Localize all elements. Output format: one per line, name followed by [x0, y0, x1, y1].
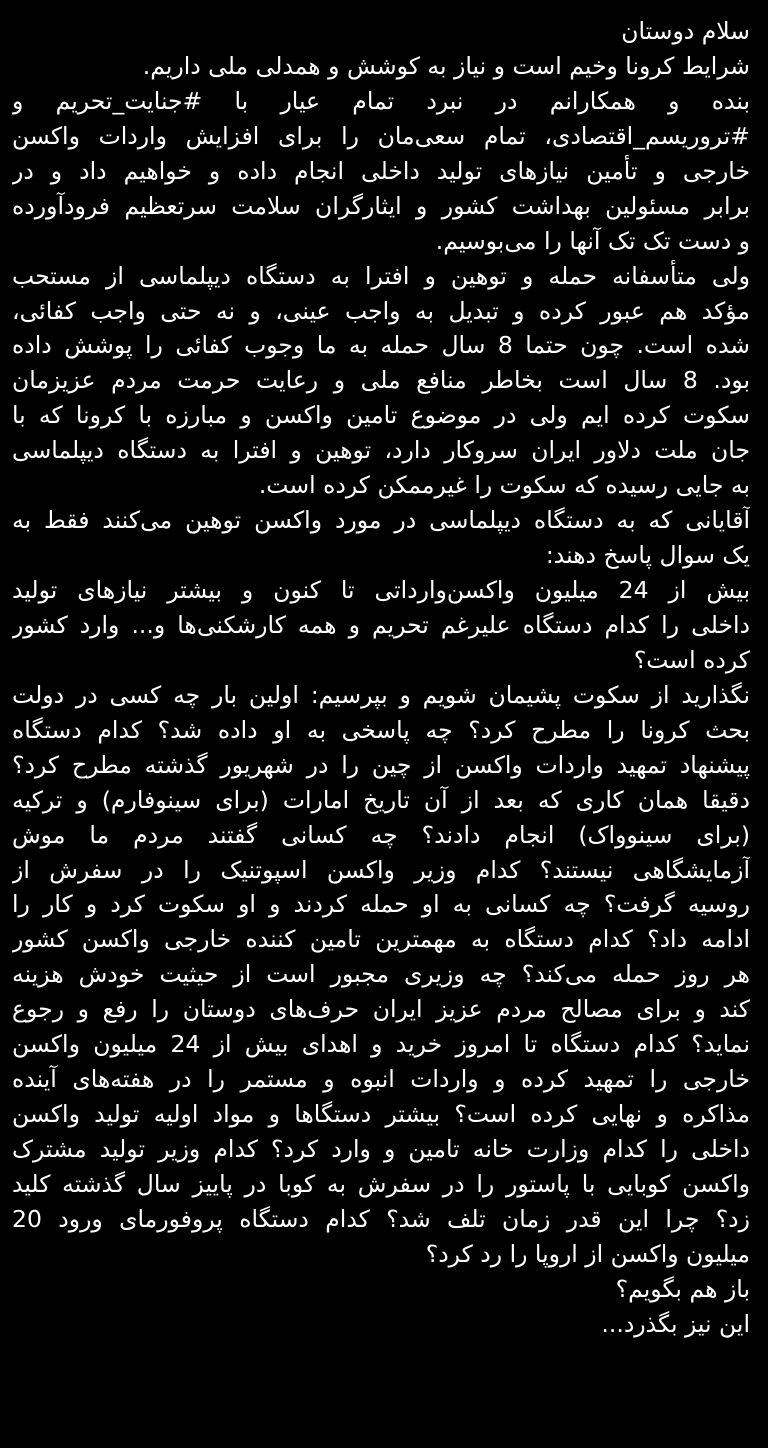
text-line-32: مذاکره و نهایی کرده است؟ بیشتر دستگاها و مواد اولیه تولید واکسن	[12, 1100, 750, 1129]
text-line-23: دقیقا همان کاری که بعد از آن تاریخ امارات (برای سینوفارم) و ترکیه	[12, 785, 750, 814]
text-line-10: شده است. چون حتما 8 سال حمله به ما وجوب کفائی را پوشش داده	[12, 331, 750, 360]
text-line-6: برابر مسئولین بهداشت کشور و ایثارگران سلامت سرتعظیم فرودآورده	[12, 191, 750, 220]
text-line-12: سکوت کرده ایم ولی در موضوع تامین واکسن و مبارزه با کرونا که با	[12, 401, 750, 430]
text-line-33: داخلی را کدام وزارت خانه تامین و وارد کرد؟ کدام وزیر تولید مشترک	[12, 1135, 750, 1163]
text-line-16: یک سوال پاسخ دهند:	[545, 541, 750, 570]
text-line-11: بود. 8 سال است بخاطر منافع ملی و رعایت حرمت مردم عزیزمان	[12, 366, 750, 395]
text-line-25: آزمایشگاهی نیستند؟ کدام وزیر واکسن اسپوتنیک را در سفرش از	[12, 855, 750, 884]
text-line-5: خارجی و تأمین نیازهای تولید داخلی انجام داده و خواهیم داد و در	[12, 156, 750, 185]
text-line-35: زد؟ چرا این قدر زمان تلف شد؟ کدام دستگاه پروفورمای ورود 20	[12, 1204, 750, 1233]
text-line-15: آقایانی که به دستگاه دیپلماسی در مورد واکسن توهین می‌کنند فقط به	[12, 506, 750, 535]
text-line-4: #تروریسم_اقتصادی، تمام سعی‌مان را برای افزایش واردات واکسن	[12, 121, 750, 150]
text-line-13: جان ملت دلاور ایران سروکار دارد، توهین و افترا به دستگاه دیپلماسی	[12, 436, 750, 465]
text-line-14: به جایی رسیده که سکوت را غیرممکن کرده است.	[258, 471, 750, 500]
text-line-28: هر روز حمله می‌کند؟ چه وزیری مجبور است از حیثیت خودش هزینه	[12, 960, 750, 989]
text-line-29: کند و برای مصالح مردم عزیز ایران حرف‌های دوستان را رفع و رجوع	[12, 995, 750, 1024]
text-line-2: شرایط کرونا وخیم است و نیاز به کوشش و همدلی ملی داریم.	[142, 51, 750, 80]
text-line-19: کرده است؟	[633, 645, 750, 674]
text-line-34: واکسن کوبایی با پاستور را در سفرش به کوبا در پاییز سال گذشته کلید	[12, 1169, 750, 1198]
text-line-7: و دست تک تک آنها را می‌بوسیم.	[435, 226, 750, 255]
text-line-18: داخلی را کدام دستگاه علیرغم تحریم و همه کارشکنی‌ها و... وارد کشور	[12, 610, 750, 639]
text-line-9: مؤکد هم عبور کرده و تبدیل به واجب عینی، و نه حتی واجب کفائی،	[12, 296, 750, 325]
text-line-24: (برای سینوواک) انجام دادند؟ چه کسانی گفتند مردم ما موش	[12, 820, 750, 849]
text-line-27: ادامه داد؟ کدام دستگاه به مهمترین تامین کننده خارجی واکسن کشور	[12, 925, 750, 954]
text-line-1: سلام دوستان	[621, 17, 750, 45]
text-line-37: باز هم بگویم؟	[615, 1274, 750, 1303]
text-line-17: بیش از 24 میلیون واکسن‌وارداتی تا کنون و بیشتر نیازهای تولید	[12, 576, 750, 604]
text-line-38: این نیز بگذرد...	[601, 1309, 750, 1338]
text-line-31: خارجی را تمهید کرده و واردات انبوه و مستمر را در هفته‌های آینده	[12, 1065, 750, 1094]
text-line-26: روسیه گرفت؟ چه کسانی به او حمله کردند و او سکوت کرد و کار را	[12, 890, 750, 919]
text-line-20: نگذارید از سکوت پشیمان شویم و بپرسیم: اولین بار چه کسی در دولت	[12, 680, 750, 709]
text-line-36: میلیون واکسن از اروپا را رد کرد؟	[425, 1239, 750, 1268]
text-line-30: نماید؟ کدام دستگاه تا امروز خرید و اهدای بیش از 24 میلیون واکسن	[12, 1030, 750, 1059]
text-line-8: ولی متأسفانه حمله و توهین و افترا به دستگاه دیپلماسی از مستحب	[12, 261, 750, 290]
text-line-22: پیشنهاد تمهید واردات واکسن از چین را در شهریور گذشته مطرح کرد؟	[12, 750, 750, 779]
text-line-3: بنده و همکارانم در نبرد تمام عیار با #جنایت_تحریم و	[12, 86, 750, 115]
text-line-21: بحث کرونا را مطرح کرد؟ چه پاسخی به او داده شد؟ کدام دستگاه	[12, 715, 750, 744]
